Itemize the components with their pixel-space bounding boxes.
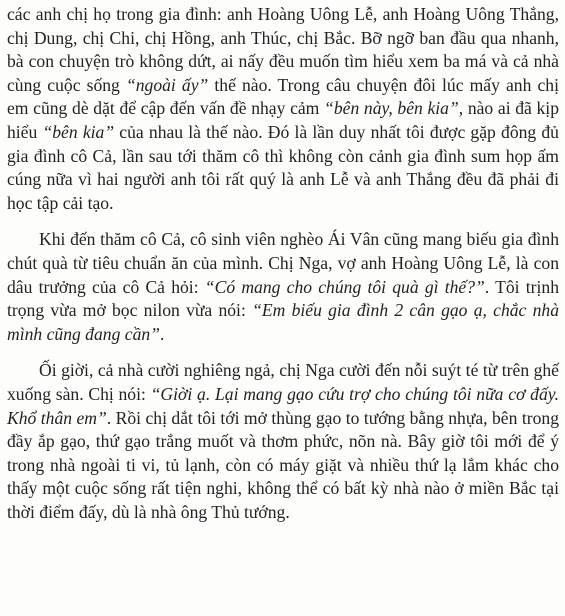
italic-quote-text: “bên kia”: [42, 121, 115, 142]
body-text: Ối giời, cả nhà cười nghiêng ngả, chị Nga cười đến nỗi suýt té từ trên ghế xuống sàn. Chị nói:: [7, 360, 559, 404]
italic-quote-text: “Giời ạ. Lại mang gạo cứu trợ cho chúng tôi nữa cơ đấy. Khổ thân em”: [7, 383, 559, 428]
italic-quote-text: “Em biếu gia đình 2 cân gạo ạ, chắc nhà mình cũng đang cần”: [7, 300, 560, 344]
body-text: thế nào. Trong câu chuyện đôi lúc mấy anh chị em cũng dè dặt để cập đến vấn đề nhạy cảm: [7, 74, 559, 119]
paragraph: [7, 359, 559, 524]
body-text: , nào ai đã kịp hiểu: [7, 98, 559, 142]
italic-quote-text: “ngoài ấy”: [125, 74, 209, 95]
italic-quote-text: “bên này, bên kia”: [324, 98, 459, 119]
body-text: các anh chị họ trong gia đình: anh Hoàng Uông Lễ, anh Hoàng Uông Thắng, chị Dung, chị Chi, chị Hồng, anh Thúc, chị Bắc. Bỡ ngỡ ban đầu qua nhanh, bà con chuyện trò không dứt, ai nấy đều muốn tìm hiểu xem ba má và cả nhà cùng cuộc sống: [7, 4, 559, 95]
body-text: của nhau là thế nào. Đó là lần duy nhất tôi được gặp đông đủ gia đình cô Cả, lần sau tới thăm cô thì không còn cảnh gia đình sum họp ấm cúng nữa vì hai người anh tôi rất quý là anh Lễ và anh Thắng đều đã phải đi học tập cải tạo.: [7, 121, 559, 213]
body-text: . Rồi chị dắt tôi tới mở thùng gạo to tướng bằng nhựa, bên trong đầy ắp gạo, thứ gạo trắng muốt và thơm phức, nõn nà. Bây giờ tôi mới để ý trong nhà ngoài ti vi, tủ lạnh, còn có máy giặt và nhiều thứ lạ lắm khác cho thấy một cuộc sống rất tiện nghi, không thể có bất kỳ nhà nào ở miền Bắc tại thời điểm đấy, dù là nhà ông Thủ tướng.: [7, 407, 559, 522]
body-text: Khi đến thăm cô Cả, cô sinh viên nghèo Ái Vân cũng mang biếu gia đình chút quà từ tiêu chuẩn ăn của mình. Chị Nga, vợ anh Hoàng Uông Lễ, là con dâu trưởng của cô Cả hỏi:: [7, 229, 559, 297]
paragraph: [7, 3, 559, 215]
body-text: .: [159, 323, 165, 344]
body-text: . Tôi trịnh trọng vừa mở bọc nilon vừa nói:: [7, 276, 559, 321]
paragraph: [7, 228, 559, 346]
italic-quote-text: “Có mang cho chúng tôi quà gì thế?”: [204, 276, 485, 297]
